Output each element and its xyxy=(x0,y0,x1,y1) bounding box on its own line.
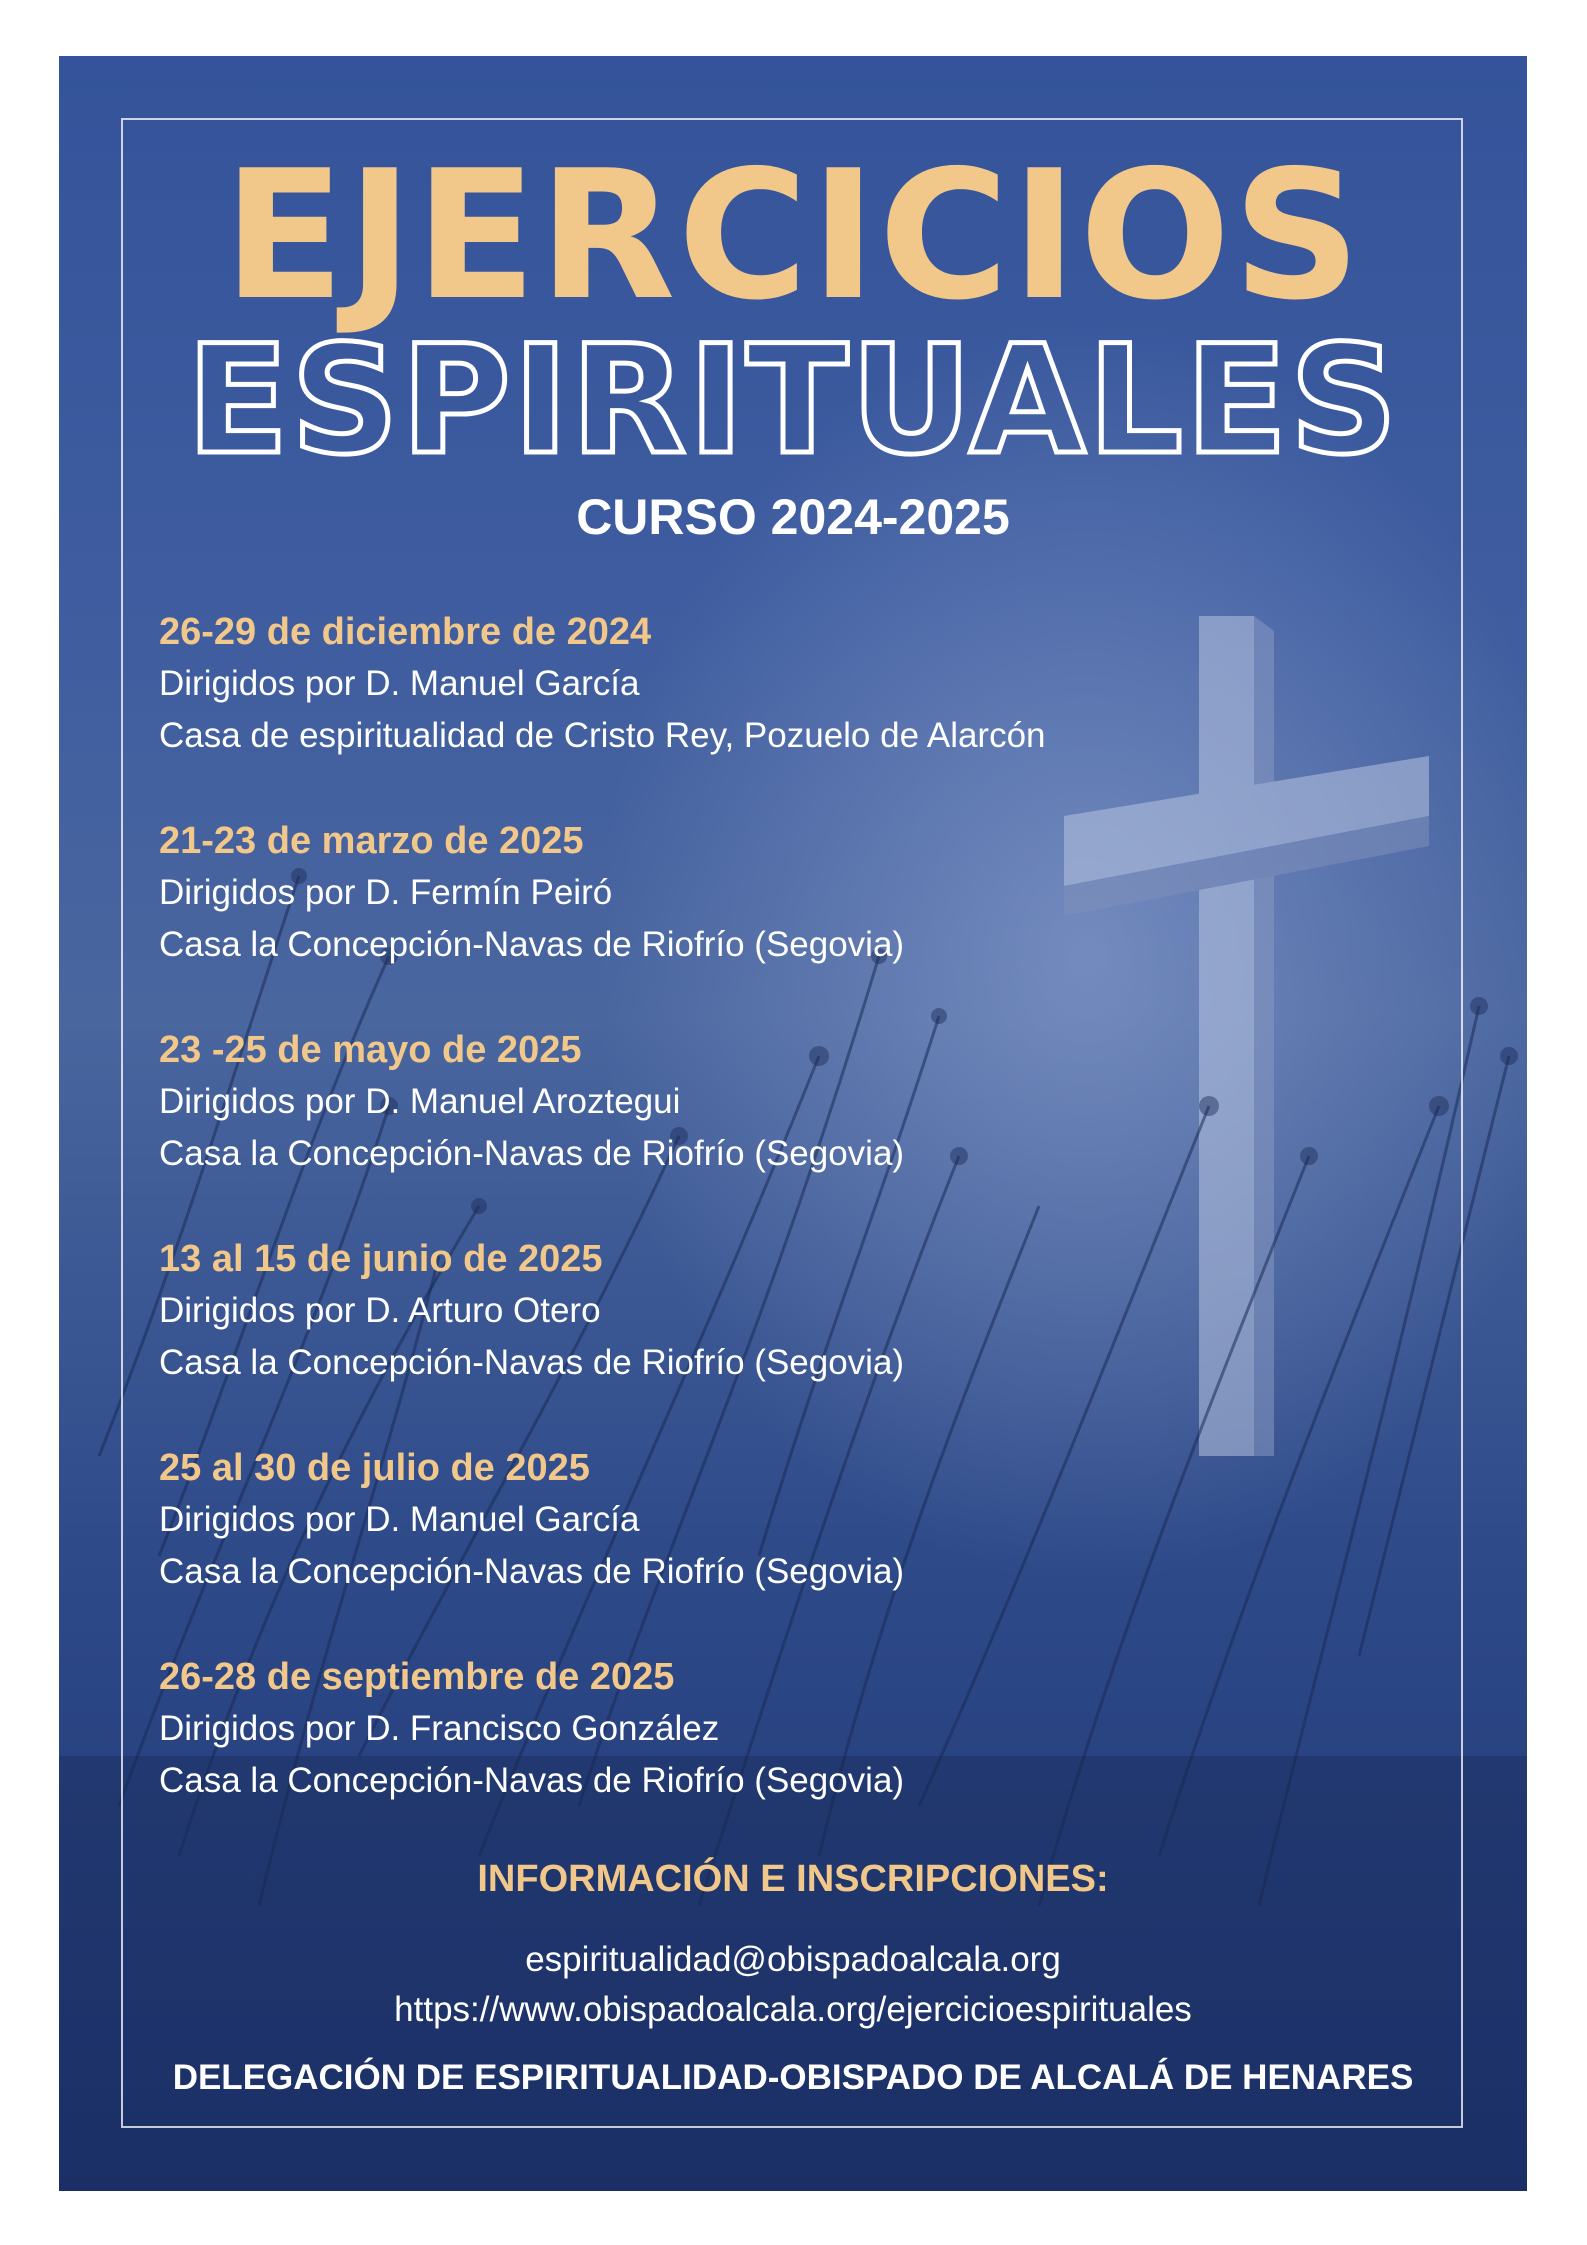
event-place: Casa la Concepción-Navas de Riofrío (Segovia) xyxy=(159,925,905,964)
title-line2: ESPIRITUALES xyxy=(186,314,1400,488)
event-director: Dirigidos por D. Manuel García xyxy=(159,664,640,703)
event-date: 26-28 de septiembre de 2025 xyxy=(159,1656,675,1698)
footer-organization: DELEGACIÓN DE ESPIRITUALIDAD-OBISPADO DE ALCALÁ DE HENARES xyxy=(172,2058,1414,2097)
event-date: 13 al 15 de junio de 2025 xyxy=(159,1238,603,1280)
event-director: Dirigidos por D. Manuel García xyxy=(159,1500,640,1539)
event-director: Dirigidos por D. Arturo Otero xyxy=(159,1291,601,1330)
events-list xyxy=(159,606,1409,1860)
event-date: 26-29 de diciembre de 2024 xyxy=(159,611,652,653)
event-date: 21-23 de marzo de 2025 xyxy=(159,820,584,862)
event-director: Dirigidos por D. Fermín Peiró xyxy=(159,873,613,912)
event-item xyxy=(159,606,1409,815)
event-place: Casa la Concepción-Navas de Riofrío (Segovia) xyxy=(159,1343,905,1382)
course-subtitle: CURSO 2024-2025 xyxy=(576,489,1010,545)
info-email[interactable]: espiritualidad@obispadoalcala.org xyxy=(525,1940,1061,1979)
info-url[interactable]: https://www.obispadoalcala.org/ejercicioespirituales xyxy=(394,1990,1192,2029)
event-item xyxy=(159,1651,1409,1860)
event-director: Dirigidos por D. Francisco González xyxy=(159,1709,720,1748)
event-date: 23 -25 de mayo de 2025 xyxy=(159,1029,582,1071)
event-item xyxy=(159,815,1409,1024)
event-place: Casa la Concepción-Navas de Riofrío (Segovia) xyxy=(159,1761,905,1800)
event-item xyxy=(159,1233,1409,1442)
title-line1: EJERCICIOS xyxy=(223,132,1363,339)
event-place: Casa la Concepción-Navas de Riofrío (Segovia) xyxy=(159,1552,905,1591)
event-place: Casa de espiritualidad de Cristo Rey, Pozuelo de Alarcón xyxy=(159,716,1046,755)
event-item xyxy=(159,1442,1409,1651)
event-director: Dirigidos por D. Manuel Aroztegui xyxy=(159,1082,681,1121)
event-item xyxy=(159,1024,1409,1233)
info-title: INFORMACIÓN E INSCRIPCIONES: xyxy=(477,1858,1109,1900)
event-place: Casa la Concepción-Navas de Riofrío (Segovia) xyxy=(159,1134,905,1173)
poster xyxy=(59,56,1527,2191)
event-date: 25 al 30 de julio de 2025 xyxy=(159,1447,590,1489)
